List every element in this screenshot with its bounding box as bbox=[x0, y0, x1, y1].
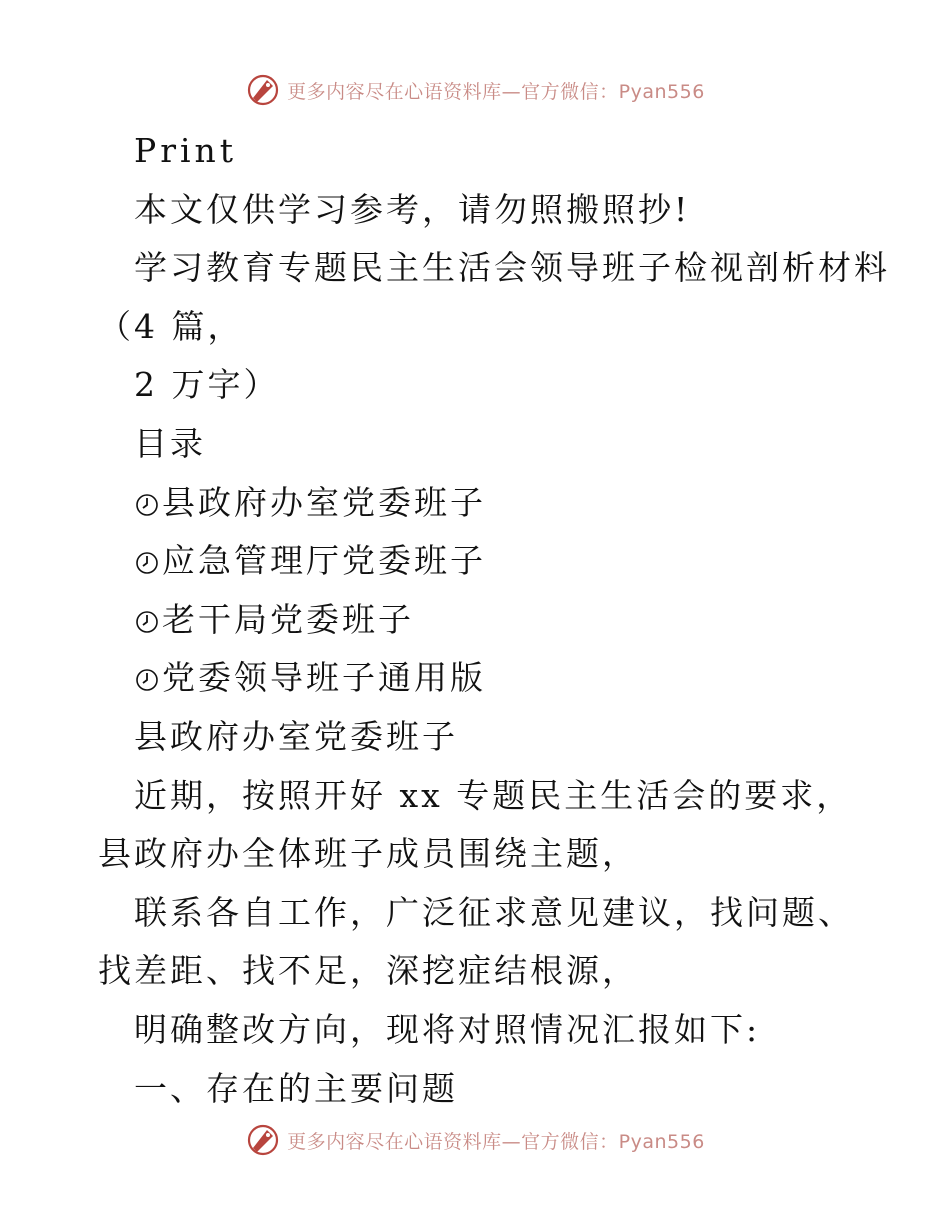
document-title-words: 2 万字） bbox=[134, 365, 280, 405]
toc-item[interactable] bbox=[98, 532, 858, 591]
pen-nib-logo-icon bbox=[245, 1122, 281, 1158]
notice-text: 本文仅供学习参考，请勿照搬照抄! bbox=[134, 189, 691, 229]
watermark-banner-top bbox=[0, 70, 950, 110]
pen-nib-logo-icon bbox=[245, 72, 281, 108]
section-subheading: 一、存在的主要问题 bbox=[134, 1068, 458, 1108]
clock-icon bbox=[134, 609, 160, 635]
watermark-text: 更多内容尽在心语资料库—官方微信：Pyan556 bbox=[287, 1130, 705, 1153]
clock-icon bbox=[134, 667, 160, 693]
clock-icon bbox=[134, 550, 160, 576]
toc-heading: 目录 bbox=[134, 423, 206, 463]
print-label: Print bbox=[134, 131, 238, 170]
clock-icon bbox=[134, 492, 160, 518]
watermark-text: 更多内容尽在心语资料库—官方微信：Pyan556 bbox=[287, 80, 705, 103]
watermark-banner-bottom bbox=[0, 1120, 950, 1160]
paragraph: 明确整改方向，现将对照情况汇报如下: bbox=[134, 1009, 761, 1049]
paragraph: 近期，按照开好 xx 专题民主生活会的要求，县政府办全体班子成员围绕主题， bbox=[98, 775, 853, 874]
toc-item-label: 应急管理厅党委班子 bbox=[162, 541, 486, 581]
toc-item[interactable] bbox=[98, 591, 858, 650]
document-title: 学习教育专题民主生活会领导班子检视剖析材料 bbox=[134, 248, 890, 288]
toc-item-label: 老干局党委班子 bbox=[162, 599, 414, 639]
toc-item-label: 县政府办室党委班子 bbox=[162, 482, 486, 522]
document-body bbox=[98, 122, 890, 1118]
paragraph: 联系各自工作，广泛征求意见建议，找问题、找差距、找不足，深挖症结根源， bbox=[98, 892, 854, 991]
toc-item-label: 党委领导班子通用版 bbox=[162, 658, 486, 698]
section-heading: 县政府办室党委班子 bbox=[134, 716, 458, 756]
toc-item[interactable] bbox=[98, 649, 858, 708]
document-title-count: （4 篇， bbox=[98, 306, 244, 346]
toc-item[interactable] bbox=[98, 474, 858, 533]
